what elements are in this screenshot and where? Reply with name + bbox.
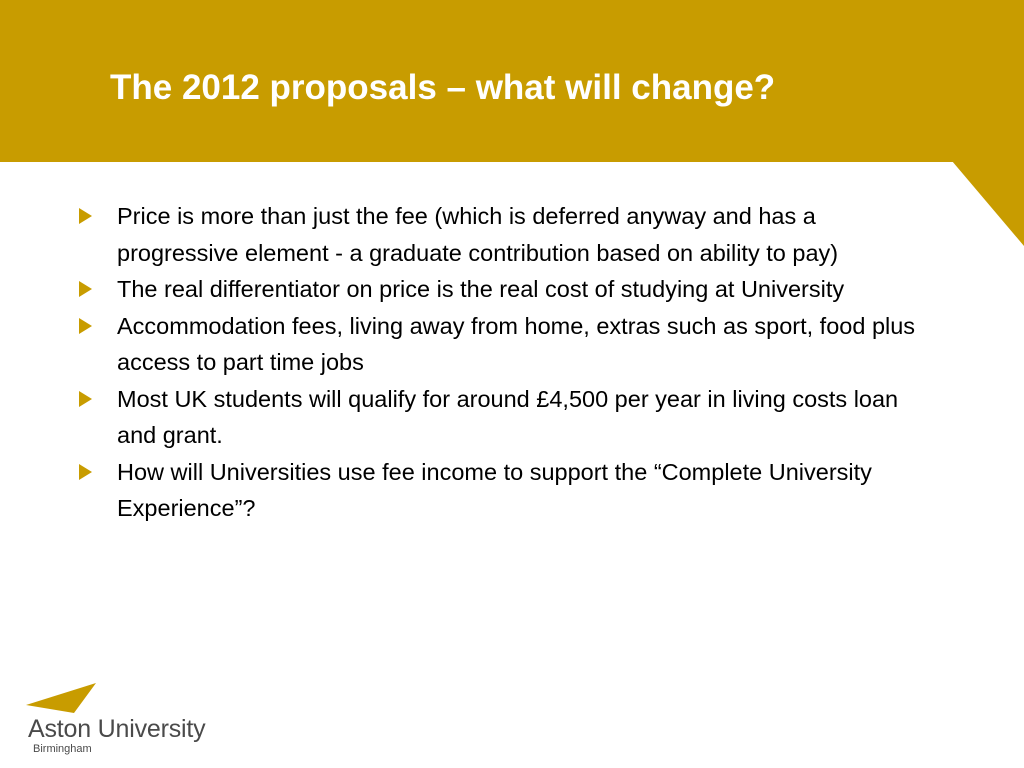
bullet-text: Accommodation fees, living away from home, extras such as sport, food plus access to part time jobs bbox=[117, 312, 916, 375]
bullet-text: Price is more than just the fee (which is deferred anyway and has a progressive element - a graduate contribution based on ability to pay) bbox=[117, 203, 839, 266]
bullet-item bbox=[76, 271, 916, 308]
bullet-item bbox=[76, 308, 916, 381]
bullet-arrow-icon bbox=[79, 464, 92, 480]
aston-triangle-logo-icon bbox=[26, 683, 98, 713]
logo-name: Aston University bbox=[28, 715, 206, 743]
bullet-arrow-icon bbox=[79, 391, 92, 407]
bullet-arrow-icon bbox=[79, 208, 92, 224]
bullet-item bbox=[76, 381, 916, 454]
logo-city: Birmingham bbox=[33, 743, 92, 755]
bullet-list bbox=[76, 198, 916, 527]
bullet-text: The real differentiator on price is the real cost of studying at University bbox=[117, 276, 845, 302]
slide-title: The 2012 proposals – what will change? bbox=[110, 68, 776, 107]
bullet-item bbox=[76, 454, 916, 527]
bullet-text: Most UK students will qualify for around £4,500 per year in living costs loan and grant. bbox=[117, 385, 899, 448]
bullet-arrow-icon bbox=[79, 281, 92, 297]
aston-university-logo bbox=[26, 683, 216, 761]
bullet-arrow-icon bbox=[79, 318, 92, 334]
bullet-text: How will Universities use fee income to support the “Complete University Experience”? bbox=[117, 458, 872, 521]
bullet-item bbox=[76, 198, 916, 271]
